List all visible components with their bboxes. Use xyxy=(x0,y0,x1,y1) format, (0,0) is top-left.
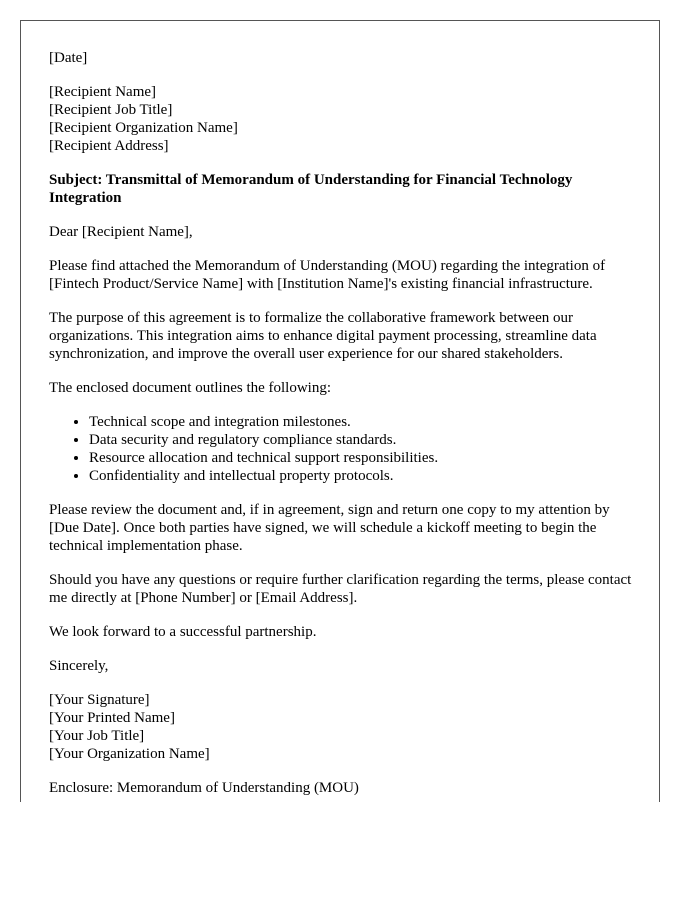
paragraph-review: Please review the document and, if in agreement, sign and return one copy to my attention by [Due Date]. Once both parties have signed, we will schedule a kickoff meeting to begin the technical implementation phase. xyxy=(49,502,610,554)
recipient-block xyxy=(49,83,639,155)
recipient-job-title: [Recipient Job Title] xyxy=(49,102,173,118)
sender-block xyxy=(49,691,639,763)
paragraph-intro: Please find attached the Memorandum of Understanding (MOU) regarding the integration of [Fintech Product/Service Name] with [Institution Name]'s existing financial infrastructure. xyxy=(49,258,606,292)
list-item: • Data security and regulatory compliance standards. xyxy=(89,431,639,449)
recipient-organization: [Recipient Organization Name] xyxy=(49,120,238,136)
sender-job-title: [Your Job Title] xyxy=(49,728,145,744)
sender-printed-name: [Your Printed Name] xyxy=(49,710,175,726)
sender-signature: [Your Signature] xyxy=(49,692,150,708)
recipient-address: [Recipient Address] xyxy=(49,138,169,154)
list-item: • Confidentiality and intellectual property protocols. xyxy=(89,467,639,485)
paragraph-forward: We look forward to a successful partnership. xyxy=(49,624,317,640)
enclosure-line: Enclosure: Memorandum of Understanding (MOU) xyxy=(49,780,359,796)
paragraph-outline-lead: The enclosed document outlines the following: xyxy=(49,380,332,396)
salutation: Dear [Recipient Name], xyxy=(49,224,193,240)
letter-page xyxy=(20,20,660,802)
list-item: • Technical scope and integration milestones. xyxy=(89,413,639,431)
letter-date: [Date] xyxy=(49,50,88,66)
closing: Sincerely, xyxy=(49,658,109,674)
recipient-name: [Recipient Name] xyxy=(49,84,157,100)
paragraph-contact: Should you have any questions or require further clarification regarding the terms, please contact me directly at [Phone Number] or [Email Address]. xyxy=(49,572,632,606)
list-item: • Resource allocation and technical support responsibilities. xyxy=(89,449,639,467)
outline-list xyxy=(49,413,639,485)
letter-body xyxy=(49,49,639,802)
paragraph-purpose: The purpose of this agreement is to formalize the collaborative framework between our organizations. This integration aims to enhance digital payment processing, streamline data synchronization, and improve the overall user experience for our shared stakeholders. xyxy=(49,310,597,362)
sender-organization: [Your Organization Name] xyxy=(49,746,210,762)
subject-line: Subject: Transmittal of Memorandum of Understanding for Financial Technology Integration xyxy=(49,172,573,206)
